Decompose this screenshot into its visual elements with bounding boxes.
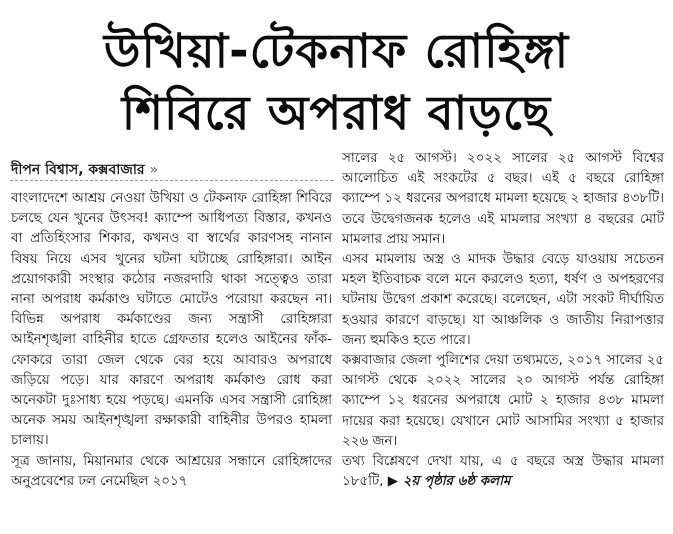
headline-line-1: উখিয়া-টেকনাফ রোহিঙ্গা: [103, 24, 570, 79]
paragraph: এসব মামলায় অস্ত্র ও মাদক উদ্ধার বেড়ে যাওয়ায় সচেতন মহল ইতিবাচক বলে মনে করলেও হত্যা, ধর্ষণ ও অপহরণের ঘটনায় উদ্বেগ প্রকাশ করেছে। বলেছেন, এটা সংকট দীর্ঘায়িত হওয়ার কারণে বাড়ছে। যা আঞ্চলিক ও জাতীয় নিরাপত্তার জন্য হুমকিও হতে পারে।: [342, 252, 664, 348]
paragraph: বাংলাদেশে আশ্রয় নেওয়া উখিয়া ও টেকনাফ রোহিঙ্গা শিবিরে চলছে যেন খুনের উৎসব! ক্যাম্পে আধিপত্য বিস্তার, কখনও বা প্রতিহিংসার শিকার, কখনও বা স্বার্থের কারণসহ নানান বিষয় নিয়ে এসব খুনের ঘটনা ঘটাচ্ছে রোহিঙ্গারা। আইন প্রয়োগকারী সংস্থার কঠোর নজরদারি থাকা সত্ত্বেও তারা নানা অপরাধ কর্মকাণ্ড ঘটাতে মোটেও পরোয়া করছেন না। বিভিন্ন অপরাধ কর্মকাণ্ডের জন্য সন্ত্রাসী রোহিঙ্গারা আইনশৃঙ্খলা বাহিনীর হাতে গ্রেফতার হলেও আইনের ফাঁক-ফোকরে তারা জেল থেকে বের হয়ে আবারও অপরাধে জড়িয়ে পড়ে। যার কারণে অপরাধ কর্মকাণ্ড রোধ করা অনেকটা দুঃসাধ্য হয়ে পড়ছে। এমনকি এসব সন্ত্রাসী রোহিঙ্গা অনেক সময় আইনশৃঙ্খলা রক্ষাকারী বাহিনীর উপরও হামলা চালায়।: [11, 191, 332, 449]
continuation-link[interactable]: [388, 474, 511, 489]
paragraph-text: তথ্য বিশ্লেষণে দেখা যায়, এ ৫ বছরে অস্ত্র উদ্ধার মামলা ১৮৫টি,: [342, 454, 664, 490]
paragraph: [342, 452, 664, 492]
paragraph: সালের ২৫ আগস্ট। ২০২২ সালের ২৫ আগস্ট বিশ্বের আলোচিত এই সংকটের ৫ বছর। এই ৫ বছরে রোহিঙ্গা ক্যাম্পে ১২ ধরনের অপরাধে মামলা হয়েছে ২ হাজার ৪৩৮টি। তবে উদ্বেগজনক হলেও এই মামলার সংখ্যা ৪ বছরের মোট মামলার প্রায় সমান।: [342, 151, 664, 247]
byline-arrow-icon: »: [149, 162, 159, 178]
byline-divider: [10, 180, 333, 181]
play-arrow-icon: ▶: [387, 474, 399, 490]
byline-author: দীপন বিশ্বাস, কক্সবাজার: [11, 162, 145, 178]
continuation-text: ২য় পৃষ্ঠার ৬ষ্ঠ কলাম: [402, 474, 511, 490]
byline: [11, 158, 158, 182]
paragraph: কক্সবাজার জেলা পুলিশের দেয়া তথ্যমতে, ২০১৭ সালের ২৫ আগস্ট থেকে ২০২২ সালের ২০ আগস্ট পর্যন্ত রোহিঙ্গা ক্যাম্পে ১২ ধরনের অপরাধে মোট ২ হাজার ৪৩৮ মামলা দায়ের করা হয়েছে। যেখানে মোট আসামির সংখ্যা ৫ হাজার ২২৬ জন।: [342, 353, 664, 449]
article-column-left: [11, 189, 332, 492]
paragraph: সূত্র জানায়, মিয়ানমার থেকে আশ্রয়ের সন্ধানে রোহিঙ্গাদের অনুপ্রবেশের ঢল নেমেছিল ২০১৭: [11, 453, 332, 489]
article-column-right: [342, 149, 664, 492]
headline-line-2: শিবিরে অপরাধ বাড়ছে: [121, 86, 552, 141]
